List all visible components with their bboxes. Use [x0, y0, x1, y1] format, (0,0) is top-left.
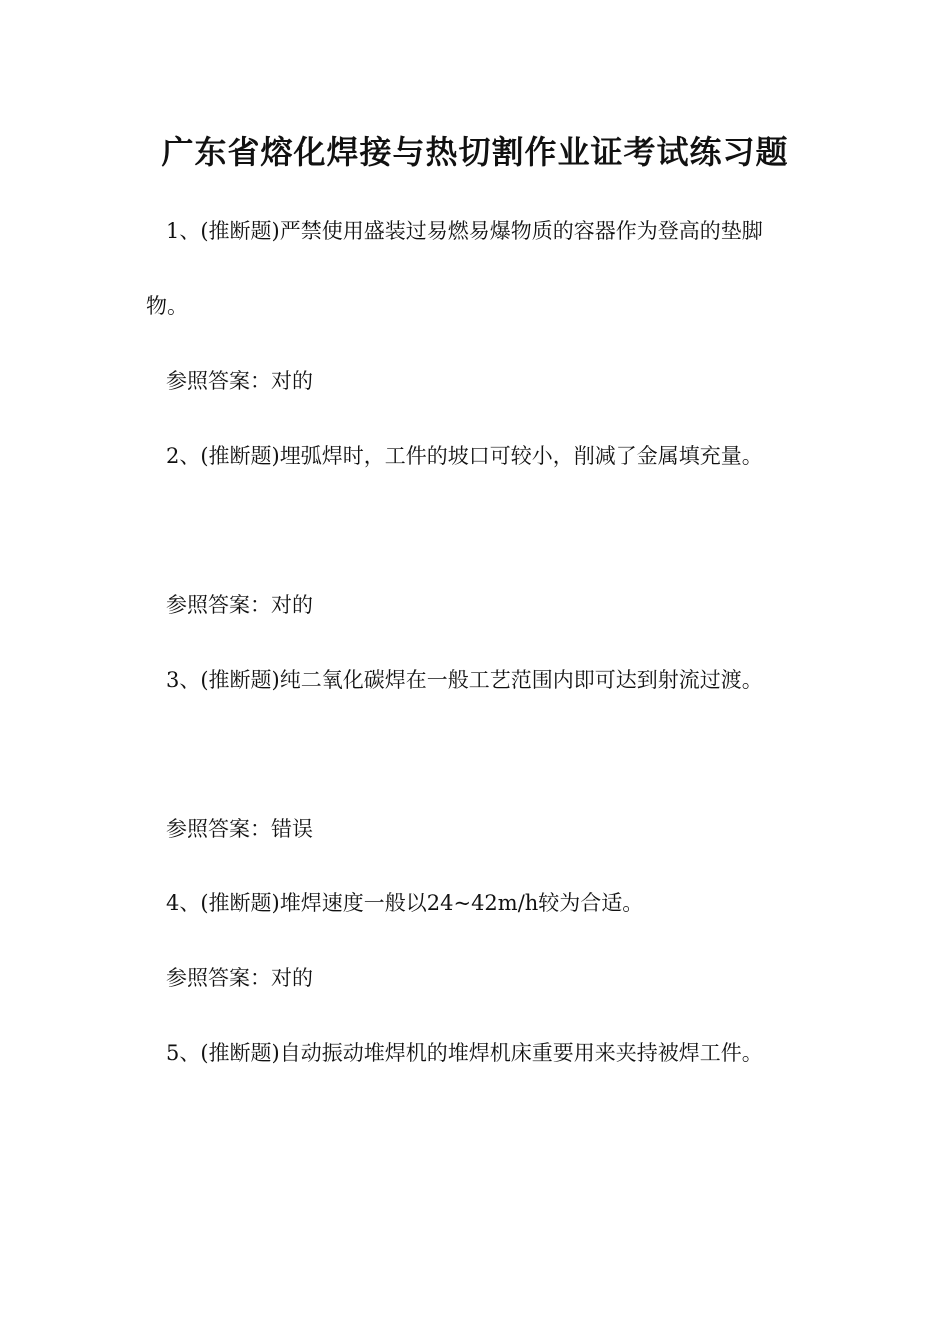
question-4-text: 4、(推断题)堆焊速度一般以24~42m/h较为合适。	[166, 891, 644, 915]
question-5-text: 5、(推断题)自动振动堆焊机的堆焊机床重要用来夹持被焊工件。	[166, 1041, 763, 1065]
answer-4: 参照答案：对的	[166, 966, 313, 990]
answer-2: 参照答案：对的	[166, 593, 313, 617]
question-2-text: 2、(推断题)埋弧焊时，工件的坡口可较小，削减了金属填充量。	[166, 444, 763, 468]
question-1-text-continued: 物。	[146, 294, 188, 318]
answer-3: 参照答案：错误	[166, 817, 313, 841]
page-title: 广东省熔化焊接与热切割作业证考试练习题	[161, 133, 789, 171]
question-3-text: 3、(推断题)纯二氧化碳焊在一般工艺范围内即可达到射流过渡。	[166, 668, 763, 692]
question-1-text: 1、(推断题)严禁使用盛装过易燃易爆物质的容器作为登高的垫脚	[166, 219, 763, 243]
answer-1: 参照答案：对的	[166, 369, 313, 393]
